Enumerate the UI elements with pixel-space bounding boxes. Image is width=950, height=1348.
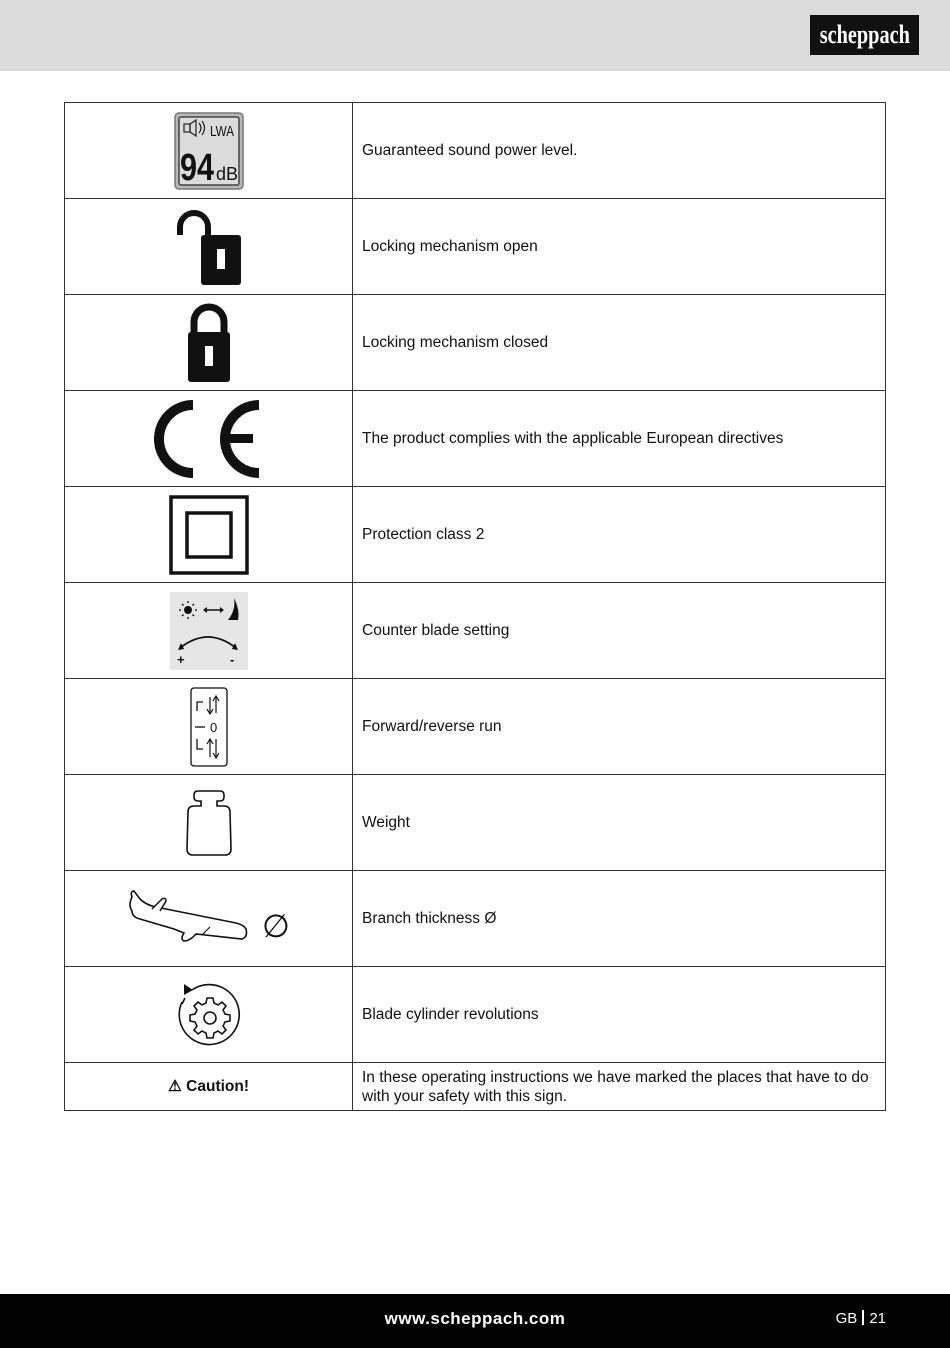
caution-cell bbox=[65, 1063, 353, 1111]
description-text: The product complies with the applicable European directives bbox=[353, 391, 886, 487]
separator bbox=[862, 1310, 864, 1325]
header-bar bbox=[0, 0, 950, 71]
table-row bbox=[65, 391, 886, 487]
icon-cell bbox=[65, 679, 353, 775]
description-text: Forward/reverse run bbox=[353, 679, 886, 775]
svg-text:0: 0 bbox=[209, 719, 217, 735]
table-row bbox=[65, 295, 886, 391]
table-row bbox=[65, 103, 886, 199]
description-text: Weight bbox=[353, 775, 886, 871]
icon-cell bbox=[65, 967, 353, 1063]
sound-power-94db-icon bbox=[174, 112, 244, 190]
counter-blade-setting-icon bbox=[170, 592, 248, 670]
icon-cell bbox=[65, 295, 353, 391]
footer-bar bbox=[0, 1294, 950, 1348]
table-row bbox=[65, 775, 886, 871]
page-number: 21 bbox=[869, 1310, 886, 1327]
description-text: Blade cylinder revolutions bbox=[353, 967, 886, 1063]
ce-mark-icon bbox=[153, 399, 265, 479]
svg-text:94: 94 bbox=[179, 146, 214, 189]
website-link[interactable]: www.scheppach.com bbox=[384, 1309, 566, 1328]
branch-diameter-icon bbox=[126, 889, 292, 949]
icon-cell bbox=[65, 103, 353, 199]
table-row bbox=[65, 487, 886, 583]
table-row bbox=[65, 583, 886, 679]
lock-open-icon bbox=[174, 207, 244, 287]
weight-icon bbox=[184, 789, 234, 857]
description-text: Locking mechanism open bbox=[353, 199, 886, 295]
icon-cell bbox=[65, 391, 353, 487]
caution-label: ⚠ Caution! bbox=[167, 1078, 250, 1095]
description-text: Counter blade setting bbox=[353, 583, 886, 679]
icon-cell bbox=[65, 199, 353, 295]
blade-rotation-icon bbox=[174, 980, 244, 1050]
icon-cell bbox=[65, 583, 353, 679]
page-indicator bbox=[836, 1310, 886, 1327]
language-code: GB bbox=[835, 1310, 858, 1327]
svg-text:+: + bbox=[176, 651, 185, 667]
caution-text: In these operating instructions we have marked the places that have to do with your safety with this sign. bbox=[353, 1063, 886, 1111]
svg-text:dB: dB bbox=[215, 163, 238, 184]
svg-text:∅: ∅ bbox=[261, 906, 290, 945]
table-row bbox=[65, 1063, 886, 1111]
forward-reverse-switch-icon bbox=[190, 687, 228, 767]
protection-class-2-icon bbox=[169, 495, 249, 575]
lock-closed-icon bbox=[184, 302, 234, 384]
description-text: Guaranteed sound power level. bbox=[353, 103, 886, 199]
description-text: Branch thickness Ø bbox=[353, 871, 886, 967]
table-row bbox=[65, 679, 886, 775]
svg-text:LWA: LWA bbox=[209, 122, 234, 140]
icon-cell bbox=[65, 871, 353, 967]
description-text: Protection class 2 bbox=[353, 487, 886, 583]
table-row bbox=[65, 967, 886, 1063]
icon-cell bbox=[65, 487, 353, 583]
scheppach-logo: scheppach bbox=[810, 15, 919, 55]
svg-text:-: - bbox=[229, 651, 234, 667]
table-row bbox=[65, 871, 886, 967]
symbols-table bbox=[64, 102, 886, 1111]
description-text: Locking mechanism closed bbox=[353, 295, 886, 391]
table-row bbox=[65, 199, 886, 295]
icon-cell bbox=[65, 775, 353, 871]
